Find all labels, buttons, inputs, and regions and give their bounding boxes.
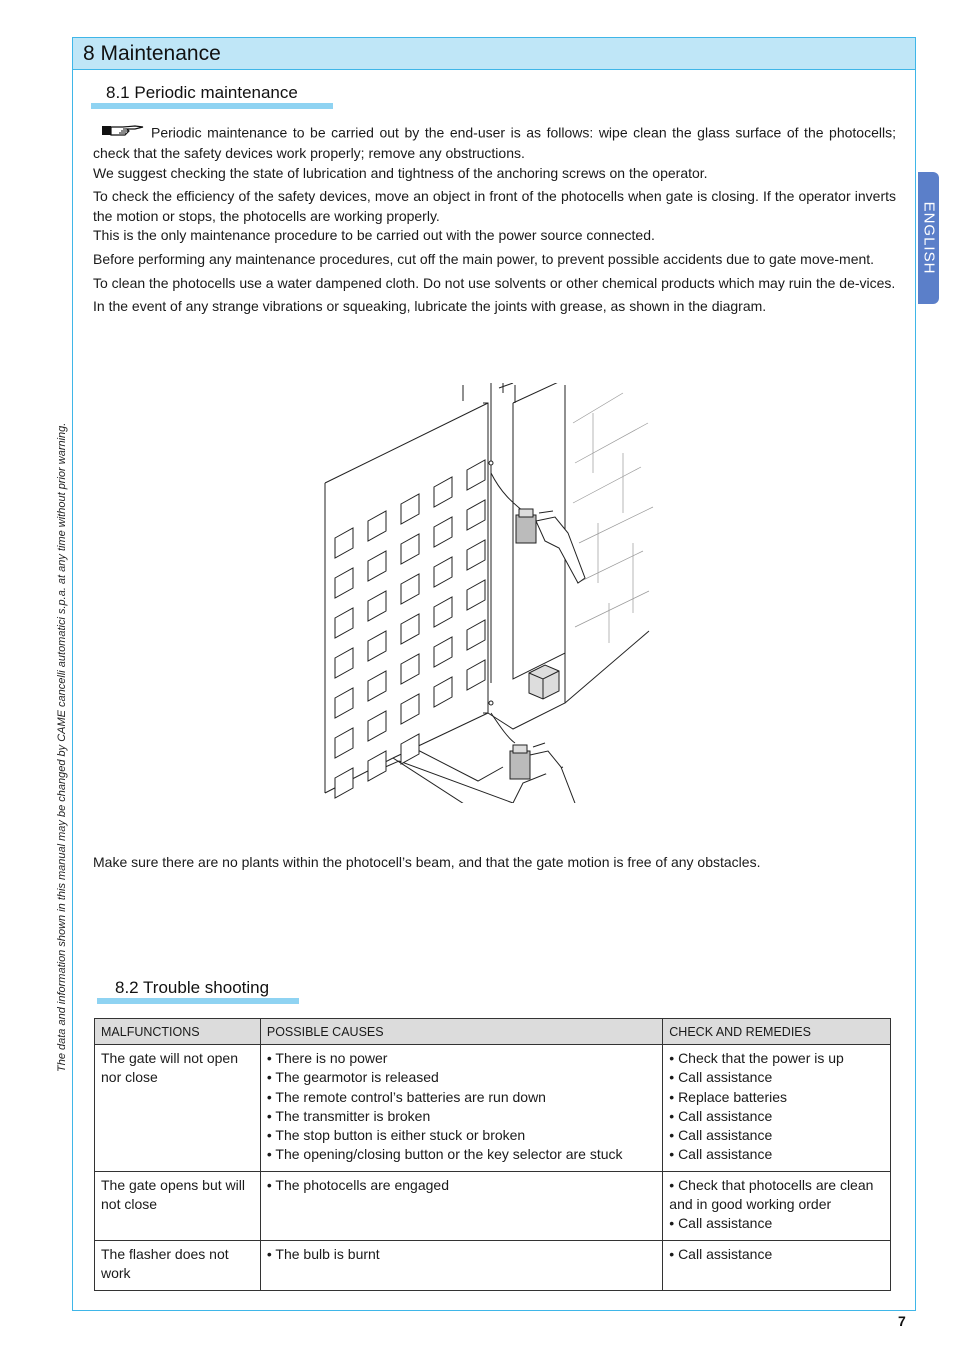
paragraph: To clean the photocells use a water dampened cloth. Do not use solvents or other chemical products which may ruin the de-vices. <box>93 274 896 291</box>
pointing-hand-icon <box>101 123 145 142</box>
cause-item: • The photocells are engaged <box>266 1176 449 1193</box>
paragraph <box>93 187 896 245</box>
malfunction-cell: The flasher does not work <box>95 1240 261 1290</box>
remedies-cell <box>663 1240 891 1290</box>
paragraph-text: To check the efficiency of the safety devices, move an object in front of the photocells when gate is closing. If the operator inverts the motion or stops, the photocells are working properly. <box>93 188 896 224</box>
remedies-cell <box>663 1171 891 1240</box>
periodic-maintenance-heading: 8.1 Periodic maintenance <box>106 83 298 102</box>
malfunction-cell: The gate opens but will not close <box>95 1171 261 1240</box>
remedy-item: • Call assistance <box>669 1215 773 1232</box>
remedy-item: • Call assistance <box>669 1107 773 1124</box>
remedy-item: • Call assistance <box>669 1245 773 1262</box>
cause-item: • The remote control’s batteries are run down <box>266 1088 546 1105</box>
table-row <box>95 1171 891 1240</box>
remedy-item: • Replace batteries <box>669 1088 788 1105</box>
section-title: 8 Maintenance <box>83 42 221 65</box>
remedy-item: • Check that photocells are clean and in good working order <box>669 1176 874 1213</box>
column-header-possible-causes: POSSIBLE CAUSES <box>260 1019 662 1045</box>
trouble-shooting-table <box>94 1018 891 1291</box>
page-frame <box>72 37 916 1311</box>
malfunction-cell: The gate will not open nor close <box>95 1045 261 1172</box>
causes-cell <box>260 1240 662 1290</box>
cause-item: • The bulb is burnt <box>266 1245 380 1262</box>
language-tab <box>918 172 939 304</box>
cause-item: • The opening/closing button or the key selector are stuck <box>266 1146 623 1163</box>
paragraph: Make sure there are no plants within the photocell’s beam, and that the gate motion is free of any obstacles. <box>93 854 761 870</box>
table-row <box>95 1045 891 1172</box>
column-header-check-and-remedies: CHECK AND REMEDIES <box>663 1019 891 1045</box>
heading-underline <box>91 103 333 109</box>
paragraph-text: Periodic maintenance to be carried out by the end-user is as follows: wipe clean the glass surface of the photocells; check that the safety devices work properly; remove any obstructions. <box>93 124 896 162</box>
lubrication-diagram <box>323 383 663 803</box>
table-header-row <box>95 1019 891 1045</box>
after-figure-text <box>93 853 896 877</box>
cause-item: • The stop button is either stuck or broken <box>266 1127 526 1144</box>
remedy-item: • Call assistance <box>669 1069 773 1086</box>
paragraph: Before performing any maintenance procedures, cut off the main power, to prevent possible accidents due to gate move-ment. <box>93 250 875 267</box>
causes-cell <box>260 1045 662 1172</box>
paragraph-text: This is the only maintenance procedure to be carried out with the power source connected. <box>93 226 655 243</box>
cause-item: • The transmitter is broken <box>266 1107 431 1124</box>
heading-underline <box>97 998 299 1004</box>
table-row <box>95 1240 891 1290</box>
language-tab-label: ENGLISH <box>920 201 937 275</box>
paragraph-text: We suggest checking the state of lubrication and tightness of the anchoring screws on the operator. <box>93 164 708 181</box>
cause-item: • The gearmotor is released <box>266 1069 439 1086</box>
causes-cell <box>260 1171 662 1240</box>
paragraph <box>93 123 896 183</box>
remedies-cell <box>663 1045 891 1172</box>
periodic-maintenance-text <box>93 123 896 321</box>
page-number: 7 <box>898 1313 906 1329</box>
remedy-item: • Check that the power is up <box>669 1050 844 1066</box>
remedy-item: • Call assistance <box>669 1127 773 1144</box>
section-header <box>73 38 915 70</box>
trouble-shooting-heading: 8.2 Trouble shooting <box>115 978 270 997</box>
remedy-item: • Call assistance <box>669 1146 773 1163</box>
paragraph: In the event of any strange vibrations or squeaking, lubricate the joints with grease, as shown in the diagram. <box>93 298 767 315</box>
cause-item: • There is no power <box>266 1050 388 1066</box>
legal-side-note: The data and information shown in this manual may be changed by CAME cancelli automatici s.p.a. at any time without prior warning. <box>56 422 68 1072</box>
column-header-malfunctions: MALFUNCTIONS <box>95 1019 261 1045</box>
